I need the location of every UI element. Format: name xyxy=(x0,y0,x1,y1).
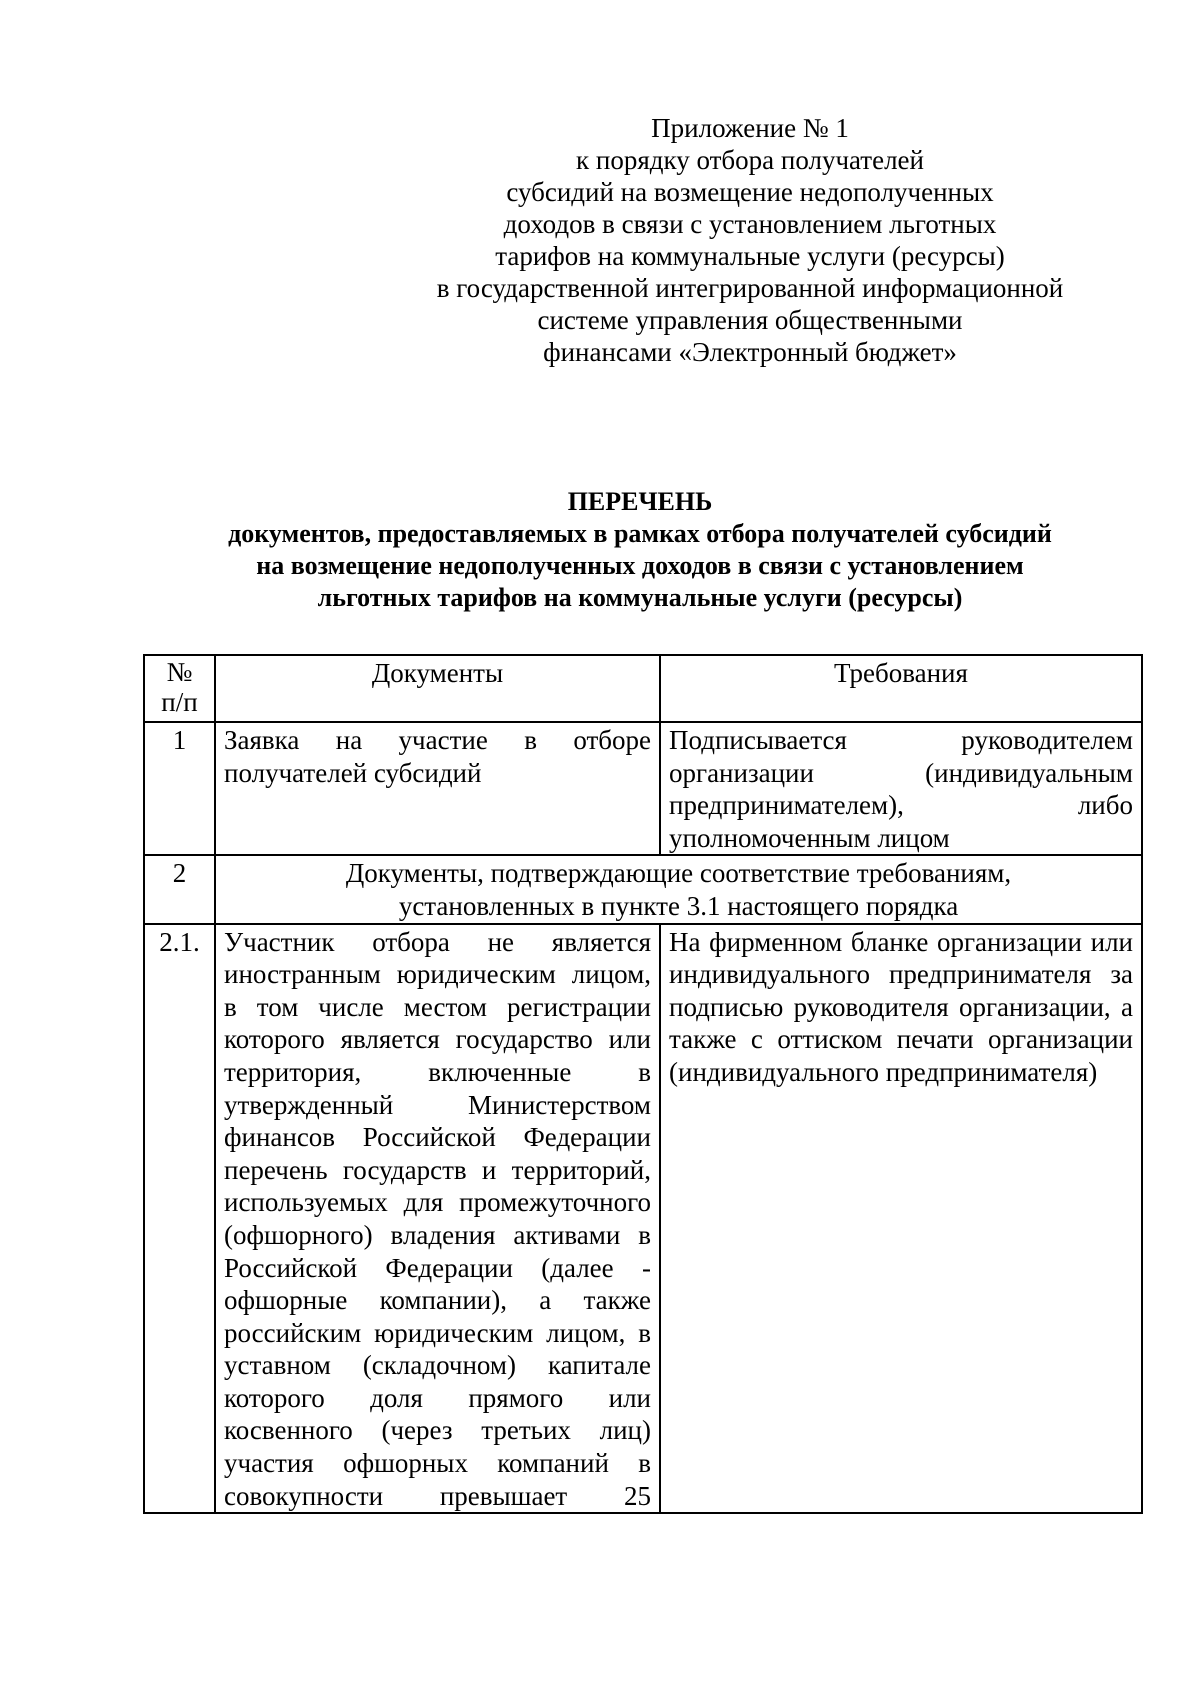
documents-table xyxy=(143,654,1143,1514)
row-requirement: На фирменном бланке организации или индивидуального предпринимателя за подписью руководителя организации, а также с оттиском печати организации (индивидуального предпринимателя) xyxy=(660,924,1142,1514)
header-requirements: Требования xyxy=(660,655,1142,722)
row-document: Заявка на участие в отборе получателей субсидий xyxy=(215,722,660,855)
appendix-line: в государственной интегрированной информационной xyxy=(436,273,1064,303)
row-number: 1 xyxy=(144,722,215,855)
title-heading: ПЕРЕЧЕНЬ xyxy=(567,487,713,516)
appendix-line: Приложение № 1 xyxy=(651,113,849,143)
appendix-line: доходов в связи с установлением льготных xyxy=(503,209,997,239)
table-header-row xyxy=(144,655,1142,722)
header-number-sign: № xyxy=(166,657,193,687)
table-row xyxy=(144,924,1142,1514)
document-title xyxy=(140,486,1140,614)
title-line: на возмещение недополученных доходов в связи с установлением xyxy=(256,551,1024,580)
row-document: Участник отбора не является иностранным юридическим лицом, в том числе местом регистрации которого является государство или территория, включенные в утвержденный Министерством финансов Российской Федерации перечень государств и территорий, используемых для промежуточного (офшорного) владения активами в Российской Федерации (далее - офшорные компании), а также российским юридическим лицом, в уставном (складочном) капитале которого доля прямого или косвенного (через третьих лиц) участия офшорных компаний в совокупности превышает 25 xyxy=(215,924,660,1514)
row-requirement: Подписывается руководителем организации (индивидуальным предпринимателем), либо уполномоченным лицом xyxy=(660,722,1142,855)
appendix-line: финансами «Электронный бюджет» xyxy=(543,337,957,367)
appendix-line: тарифов на коммунальные услуги (ресурсы) xyxy=(495,241,1005,271)
appendix-line: субсидий на возмещение недополученных xyxy=(506,177,994,207)
table-row xyxy=(144,855,1142,923)
header-number xyxy=(144,655,215,722)
appendix-header xyxy=(400,112,1100,368)
section-heading-line: Документы, подтверждающие соответствие требованиям, xyxy=(345,858,1012,889)
header-documents: Документы xyxy=(215,655,660,722)
appendix-line: системе управления общественными xyxy=(537,305,963,335)
table-row xyxy=(144,722,1142,855)
row-number: 2 xyxy=(144,855,215,923)
appendix-line: к порядку отбора получателей xyxy=(576,145,924,175)
title-line: льготных тарифов на коммунальные услуги (ресурсы) xyxy=(317,583,963,612)
title-line: документов, предоставляемых в рамках отбора получателей субсидий xyxy=(228,519,1052,548)
row-number: 2.1. xyxy=(144,924,215,1514)
row-section-heading xyxy=(215,855,1142,923)
header-number-abbr: п/п xyxy=(161,687,198,717)
section-heading-line: установленных в пункте 3.1 настоящего порядка xyxy=(398,890,959,921)
